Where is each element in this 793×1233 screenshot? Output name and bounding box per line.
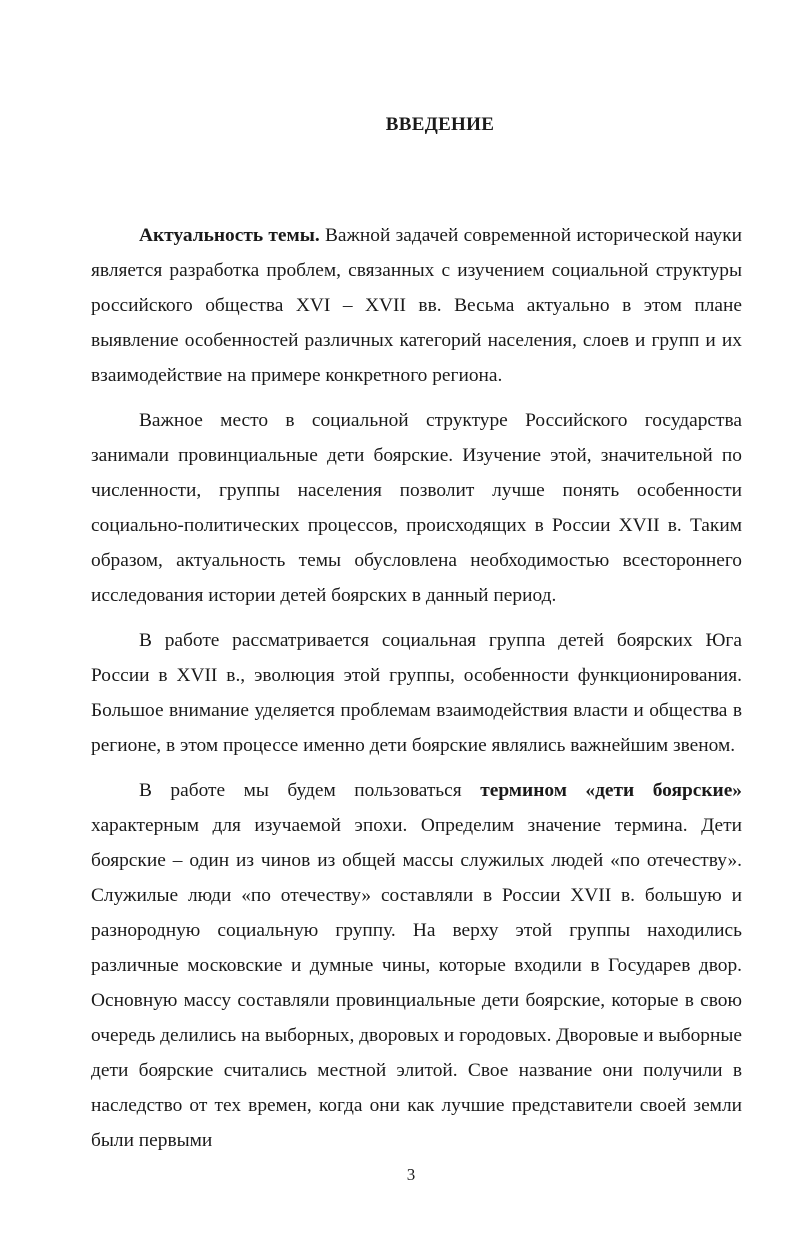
- paragraph-text: характерным для изучаемой эпохи. Определим значение термина. Дети боярские – один из чинов из общей массы служилых людей «по отечеству». Служилые люди «по отечеству» составляли в России XVII в. большую и разнородную социальную группу. На верху этой группы находились различные московские и думные чины, которые входили в Государев двор. Основную массу составляли провинциальные дети боярские, которые в свою очередь делились на выборных, дворовых и городовых. Дворовые и выборные дети боярские считались местной элитой. Свое название они получили в наследство от тех времен, когда они как лучшие представители своей земли были первыми: [91, 815, 742, 1151]
- paragraph-text: Важной задачей современной исторической науки является разработка проблем, связанных с изучением социальной структуры российского общества XVI – XVII вв. Весьма актуально в этом плане выявление особенностей различных категорий населения, слоев и групп и их взаимодействие на примере конкретного региона.: [91, 225, 743, 386]
- page-number: 3: [406, 1165, 416, 1184]
- paragraph-provincial-role: Важное место в социальной структуре Российского государства занимали провинциальные дети боярские. Изучение этой, значительной по численности, группы населения позволит лучше понять особенности социально-политических процессов, происходящих в России XVII в. Таким образом, актуальность темы обусловлена необходимостью всестороннего исследования истории детей боярских в данный период.: [91, 410, 742, 606]
- body-text: [91, 218, 742, 1168]
- term-highlight: термином «дети боярские»: [480, 780, 742, 801]
- paragraph-text: В работе мы будем пользоваться: [139, 780, 481, 801]
- paragraph-term-definition: [91, 773, 742, 1158]
- paragraph-research-subject: В работе рассматривается социальная группа детей боярских Юга России в XVII в., эволюция этой группы, особенности функционирования. Большое внимание уделяется проблемам взаимодействия власти и общества в регионе, в этом процессе именно дети боярские являлись важнейшим звеном.: [91, 630, 742, 756]
- paragraph-lead: Актуальность темы.: [139, 225, 320, 246]
- chapter-title: ВВЕДЕНИЕ: [385, 114, 495, 135]
- paragraph-relevance: [91, 218, 742, 393]
